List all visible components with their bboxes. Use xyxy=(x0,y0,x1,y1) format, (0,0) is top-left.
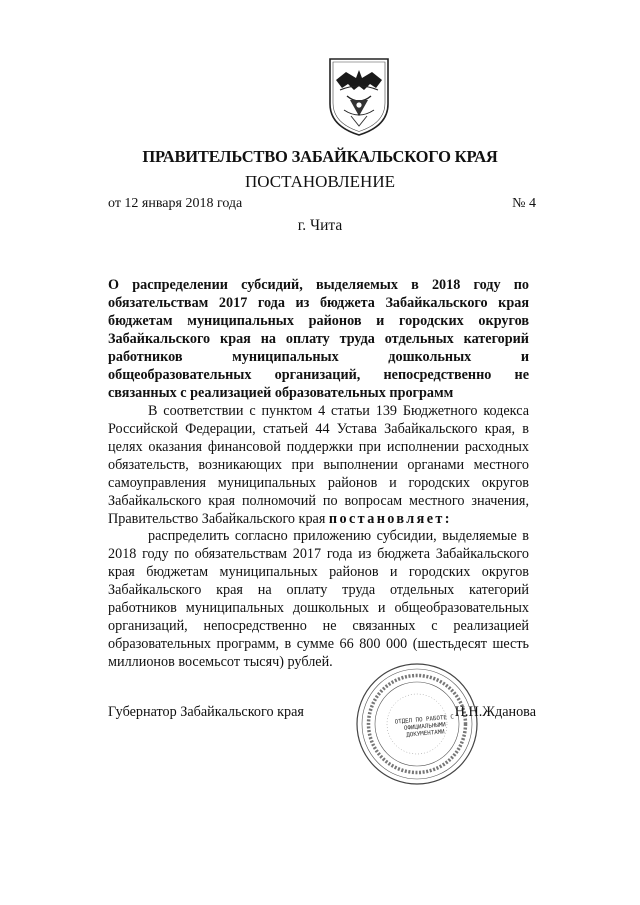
document-subject: О распределении субсидий, выделяемых в 2018 году по обязательствам 2017 года из бюджета Забайкальского края бюджетам муниципальных районов и городских округов Забайкальского края на оплату труда отдельных категорий работников муниципальных дошкольных и общеобразовательных организаций, непосредственно не связанных с реализацией образовательных программ xyxy=(108,277,529,401)
paragraph-1-text: В соответствии с пунктом 4 статьи 139 Бюджетного кодекса Российской Федерации, статьей 44 Устава Забайкальского края, в целях оказания финансовой поддержки при исполнении расходных обязательств, возникающих при выполнении органами местного самоуправления муниципальных районов и городских округов Забайкальского края полномочий по вопросам местного значения, Правительство Забайкальского края xyxy=(108,403,529,527)
government-title: ПРАВИТЕЛЬСТВО ЗАБАЙКАЛЬСКОГО КРАЯ xyxy=(142,147,498,166)
signer-name: Н.Н.Жданова xyxy=(454,704,536,720)
signer-title: Губернатор Забайкальского края xyxy=(108,704,304,720)
coat-of-arms-icon xyxy=(326,56,392,138)
body-paragraph-2: распределить согласно приложению субсидии, выделяемые в 2018 году по обязательствам 2017 года из бюджета Забайкальского края бюджетам муниципальных районов и городских округов Забайкальского края на оплату труда отдельных категорий работников муниципальных дошкольных и общеобразовательных организаций, непосредственно не связанных с реализацией образовательных программ, в сумме 66 800 000 (шестьдесят шесть миллионов восемьсот тысяч) рублей. xyxy=(108,528,529,670)
document-type: ПОСТАНОВЛЕНИЕ xyxy=(244,172,395,191)
document-number: № 4 xyxy=(512,196,536,211)
document-city: г. Чита xyxy=(297,217,343,234)
decree-word: постановляет: xyxy=(328,511,452,527)
document-date: от 12 января 2018 года xyxy=(108,196,243,211)
body-paragraph-1 xyxy=(108,402,529,528)
stamp-center-text: ОТДЕЛ ПО РАБОТЕ С ОФИЦИАЛЬНЫМИ ДОКУМЕНТАМИ xyxy=(394,714,455,739)
